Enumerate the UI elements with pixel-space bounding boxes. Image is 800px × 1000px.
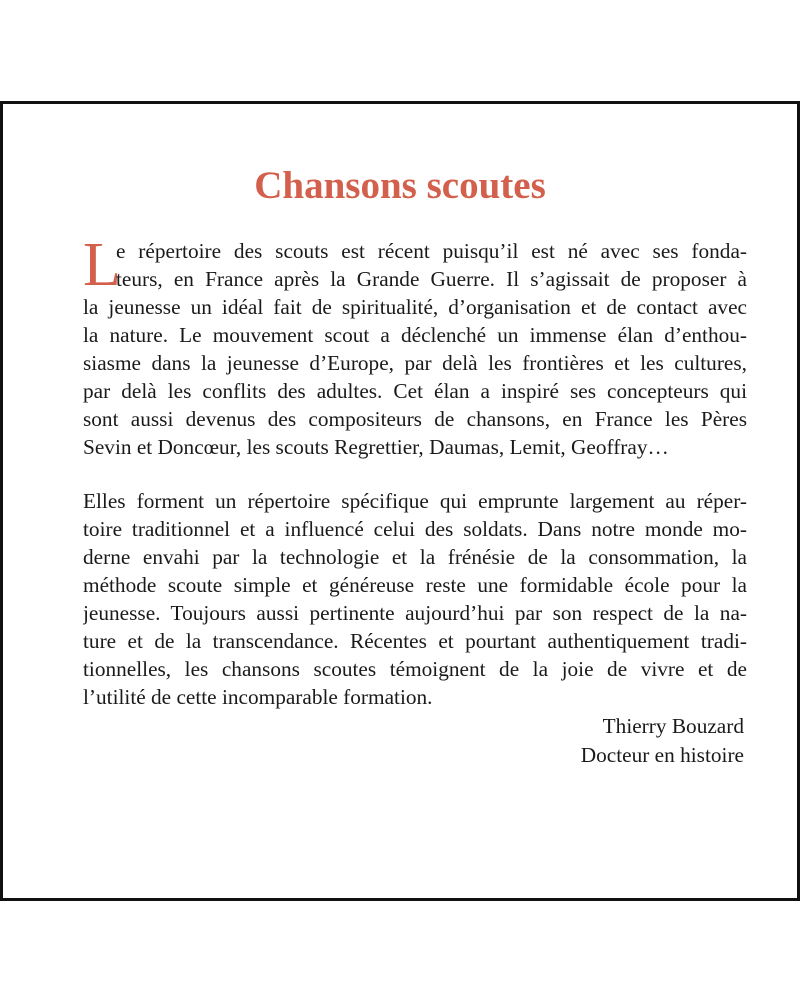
paragraph-line: siasme dans la jeunesse d’Europe, par delà les frontières et les cultures, (83, 351, 747, 375)
paragraph-line: par delà les conflits des adultes. Cet élan a inspiré ses concepteurs qui (83, 379, 747, 403)
paragraph-line: Sevin et Doncœur, les scouts Regrettier, Daumas, Lemit, Geoffray… (83, 435, 669, 459)
paragraph-line: jeunesse. Toujours aussi pertinente aujourd’hui par son respect de la na- (83, 601, 747, 625)
page-title: Chansons scoutes (254, 164, 546, 207)
paragraph-line: l’utilité de cette incomparable formation. (83, 685, 433, 709)
paragraph-line: tionnelles, les chansons scoutes témoignent de la joie de vivre et de (83, 657, 747, 681)
second-paragraph (83, 487, 747, 711)
author-title: Docteur en histoire (580, 743, 744, 767)
paragraph-line: sont aussi devenus des compositeurs de chansons, en France les Pères (83, 407, 747, 431)
paragraph-line: méthode scoute simple et généreuse reste une formidable école pour la (83, 573, 747, 597)
paragraph-line: Elles forment un répertoire spécifique qui emprunte largement au réper- (83, 489, 747, 513)
paragraph-line: ture et de la transcendance. Récentes et pourtant authentiquement tradi- (83, 629, 747, 653)
paragraph-line: toire traditionnel et a influencé celui des soldats. Dans notre monde mo- (83, 517, 747, 541)
author-name: Thierry Bouzard (602, 714, 744, 738)
paragraph-line: la jeunesse un idéal fait de spiritualité, d’organisation et de contact avec (83, 295, 747, 319)
intro-paragraph (83, 237, 747, 461)
paragraph-line: la nature. Le mouvement scout a déclenché un immense élan d’enthou- (83, 323, 747, 347)
text-frame (0, 101, 800, 901)
paragraph-line: teurs, en France après la Grande Guerre. Il s’agissait de proposer à (116, 267, 747, 291)
paragraph-line: derne envahi par la technologie et la frénésie de la consommation, la (83, 545, 747, 569)
paragraph-line: e répertoire des scouts est récent puisqu’il est né avec ses fonda- (116, 239, 747, 263)
drop-cap-letter: L (83, 231, 121, 299)
